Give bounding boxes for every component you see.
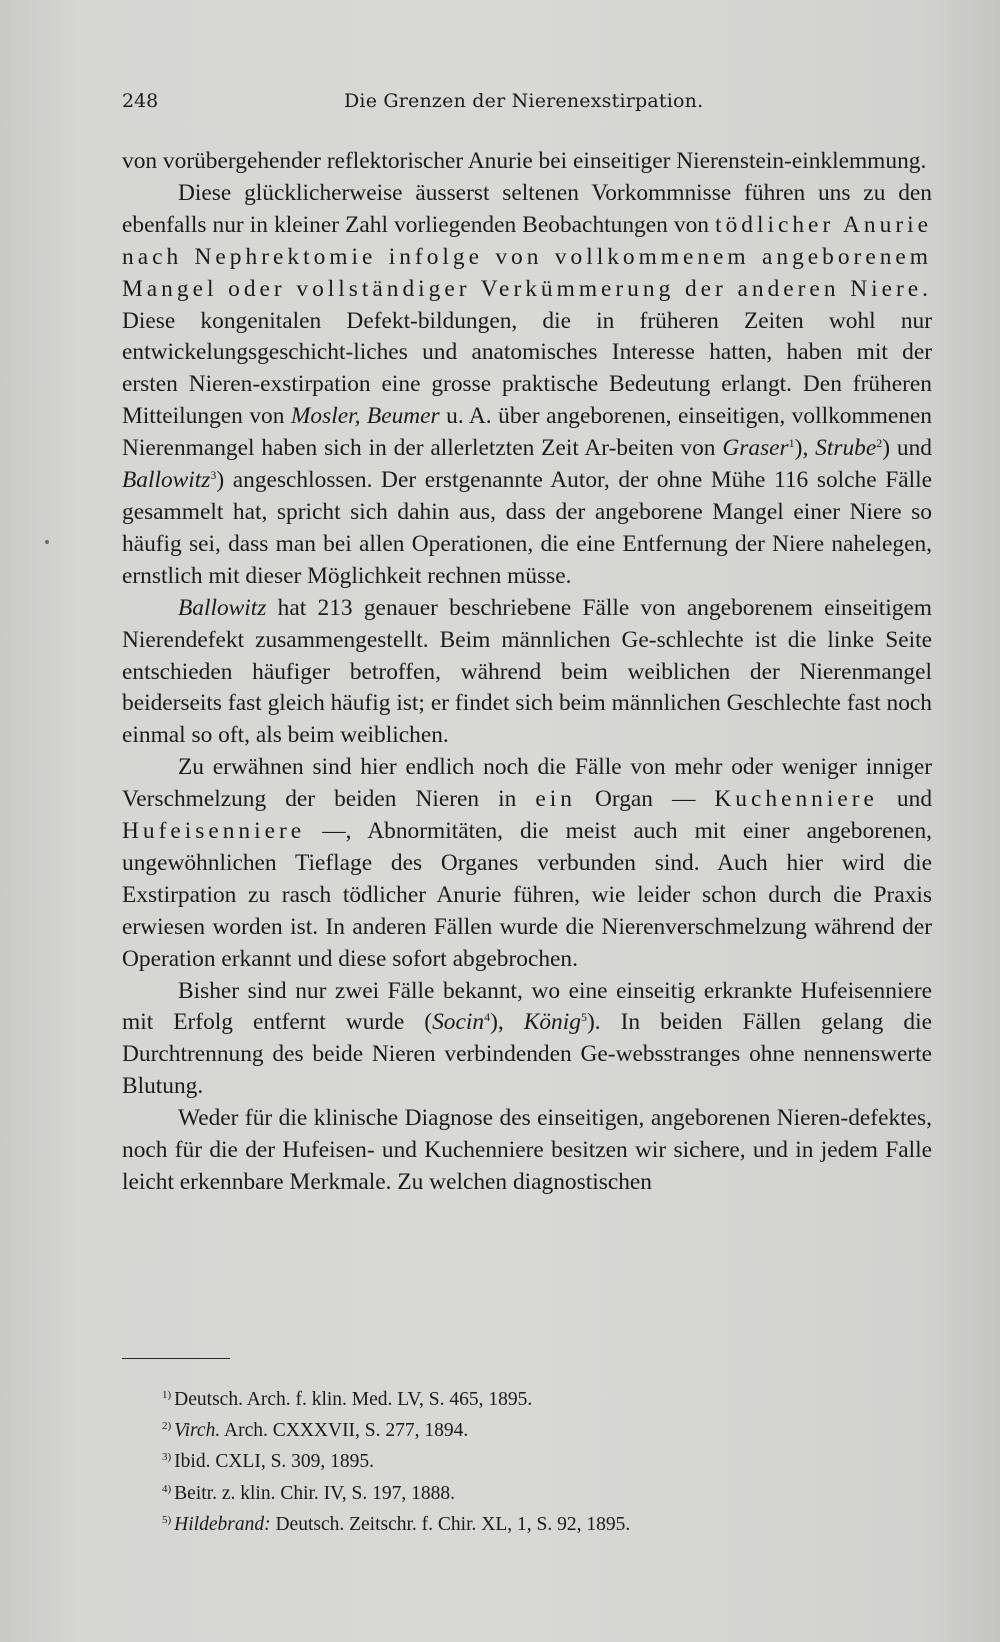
text: Diese glücklicherweise äusserst seltenen Vorkommnisse führen uns zu den ebenfalls nur in kleiner Zahl vorliegenden Beobachtungen von: [122, 179, 932, 238]
footnote-text: Arch. CXXXVII, S. 277, 1894.: [220, 1420, 469, 1442]
footnote-1: [162, 1382, 862, 1413]
footnote-4: [162, 1476, 862, 1507]
page-header: [122, 90, 932, 124]
author-name: Ballowitz: [178, 594, 267, 621]
spaced-emphasis: ein: [535, 786, 576, 813]
paragraph-6: Weder für die klinische Diagnose des einseitigen, angeborenen Nieren-defektes, noch für die der Hufeisen- und Kuchenniere besitzen wir sichere, und in jedem Falle leicht erkennbare Merkmale. Zu welchen diagnostischen: [122, 1105, 932, 1195]
body-text: [122, 146, 932, 1199]
author-name: Ballowitz: [122, 467, 211, 494]
footnote-mark: 2): [162, 1420, 172, 1433]
author-name: Graser: [722, 435, 789, 462]
text: Diese kongenitalen Defekt-bildungen, die in früheren Zeiten wohl nur entwickelungsgeschicht-liches und anatomisches Interesse hatten, haben mit der ersten Nieren-exstirpation eine grosse praktische Bedeutung erlangt. Den früheren Mitteilungen von: [122, 307, 932, 430]
text: ) angeschlossen. Der erstgenannte Autor, der ohne Mühe 116 solche Fälle gesammelt hat, spricht sich dahin aus, dass der angeborene Mangel einer Niere so häufig sei, dass man bei allen Operationen, die eine Entfernung der Niere nahelegen, ernstlich mit dieser Möglichkeit rechnen müsse.: [122, 467, 932, 589]
footnote-2: [162, 1413, 862, 1444]
footnote-ref: 2: [876, 436, 883, 451]
paragraph-2: [122, 178, 932, 593]
text: ) und: [882, 435, 932, 462]
text: und: [877, 786, 933, 813]
footnote-ref: 1: [788, 436, 795, 451]
text: ). In beiden Fällen gelang die Durchtrennung des beide Nieren verbindenden Ge-websstranges ohne nennenswerte Blutung.: [122, 1009, 932, 1100]
footnote-ref: 5: [580, 1010, 587, 1025]
text: ),: [794, 435, 816, 462]
author-name: Strube: [815, 435, 877, 462]
footnote-3: [162, 1444, 862, 1475]
footnote-text: Deutsch. Arch. f. klin. Med. LV, S. 465, 1895.: [174, 1389, 533, 1410]
footnote-mark: 3): [162, 1451, 172, 1464]
paragraph-3: [122, 593, 932, 753]
text: Zu erwähnen sind hier endlich noch die Fälle von mehr oder weniger inniger Verschmelzung der beiden Nieren in: [122, 754, 932, 813]
footnote-ref: 4: [484, 1010, 491, 1025]
footnote-ref: 3: [210, 468, 217, 483]
page-number: 248: [122, 90, 159, 112]
spaced-emphasis: Hufeisenniere: [122, 818, 306, 845]
footnote-author: Hildebrand:: [174, 1513, 271, 1535]
author-names: Mosler, Beumer: [290, 403, 440, 430]
footnote-text: Deutsch. Zeitschr. f. Chir. XL, 1, S. 92, 1895.: [270, 1513, 631, 1535]
ink-spot: [45, 540, 49, 544]
text: u. A. über angeborenen, einseitigen, vollkommenen Nierenmangel haben sich in der allerletzten Zeit Ar-beiten von: [122, 403, 932, 462]
footnote-5: [162, 1507, 862, 1538]
spaced-emphasis: tödlicher Anurie nach Nephrektomie infolge von vollkommenem angeborenem Mangel oder vollständiger Verkümmerung der anderen Niere.: [122, 211, 932, 302]
footnote-mark: 5): [162, 1513, 172, 1526]
text: —, Abnormitäten, die meist auch mit einer angeborenen, ungewöhnlichen Tieflage des Organes verbunden sind. Auch hier wird die Exstirpation zu rasch tödlicher Anurie führen, wie leider schon durch die Praxis erwiesen worden ist. In anderen Fällen wurde die Nierenverschmelzung während der Operation erkannt und diese sofort abgebrochen.: [122, 818, 932, 972]
footnote-text: Beitr. z. klin. Chir. IV, S. 197, 1888.: [174, 1482, 455, 1504]
footnote-mark: 1): [162, 1389, 172, 1401]
footnote-mark: 4): [162, 1482, 172, 1495]
author-name: König: [523, 1009, 581, 1036]
paragraph-5: [122, 976, 932, 1104]
paragraph-1: von vorübergehender reflektorischer Anurie bei einseitiger Nierenstein-einklemmung.: [122, 148, 927, 174]
footnote-rule: [122, 1358, 230, 1359]
footnote-text: Ibid. CXLI, S. 309, 1895.: [174, 1451, 375, 1473]
running-title: Die Grenzen der Nierenexstirpation.: [344, 90, 704, 112]
text: Bisher sind nur zwei Fälle bekannt, wo eine einseitig erkrankte Hufeisenniere mit Erfolg entfernt wurde (: [122, 977, 932, 1036]
footnote-author: Virch.: [174, 1420, 221, 1442]
text: Organ —: [575, 786, 715, 813]
text: hat 213 genauer beschriebene Fälle von angeborenem einseitigem Nierendefekt zusammengestellt. Beim männlichen Ge-schlechte ist die linke Seite entschieden häufiger betroffen, während beim weiblichen der Nierenmangel beiderseits fast gleich häufig ist; er findet sich beim männlichen Geschlechte fast noch einmal so oft, als beim weiblichen.: [122, 594, 932, 749]
paragraph-4: [122, 752, 932, 975]
footnotes: [162, 1382, 862, 1538]
spaced-emphasis: Kuchenniere: [714, 786, 878, 813]
text: ),: [490, 1009, 524, 1036]
author-name: Socin: [432, 1009, 485, 1036]
